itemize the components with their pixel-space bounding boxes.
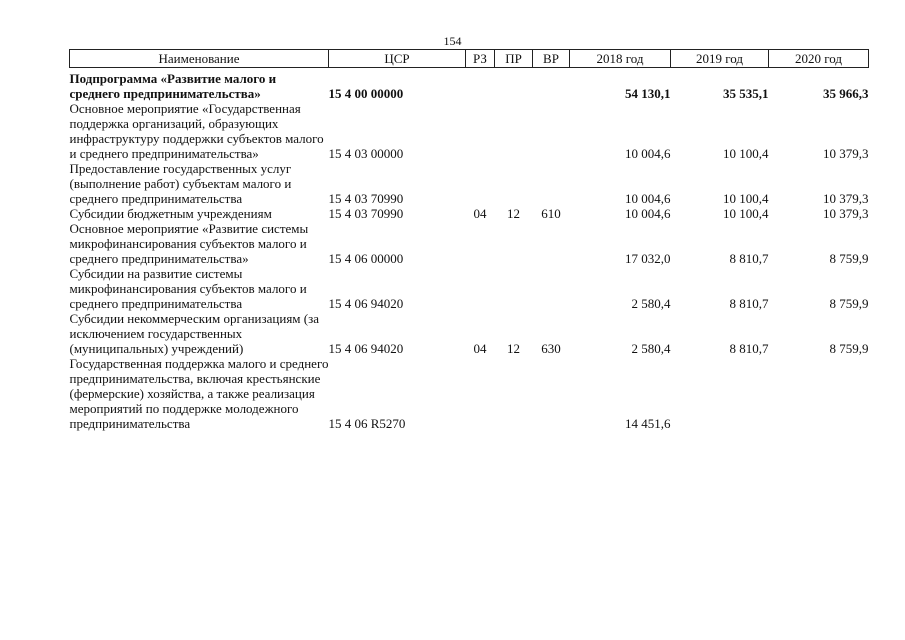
table-row bbox=[70, 221, 869, 266]
cell-pr bbox=[495, 101, 533, 161]
budget-table bbox=[69, 49, 869, 431]
table-row bbox=[70, 206, 869, 221]
cell-name: Основное мероприятие «Государственная поддержка организаций, образующих инфраструктуру поддержки субъектов малого и среднего предпринимательства» bbox=[69, 101, 324, 161]
cell-2020 bbox=[769, 356, 869, 431]
cell-pr: 12 bbox=[507, 206, 520, 221]
cell-vr bbox=[533, 221, 570, 266]
cell-2019: 8 810,7 bbox=[729, 341, 769, 356]
header-2018: 2018 год bbox=[570, 50, 671, 68]
cell-2018: 10 004,6 bbox=[625, 146, 671, 161]
table-row bbox=[70, 101, 869, 161]
cell-vr: 610 bbox=[541, 206, 561, 221]
cell-2019: 8 810,7 bbox=[729, 296, 769, 311]
cell-csr: 15 4 06 R5270 bbox=[328, 416, 406, 431]
cell-pr bbox=[495, 356, 533, 431]
cell-2019 bbox=[671, 356, 769, 431]
cell-pr bbox=[495, 221, 533, 266]
cell-rz bbox=[466, 356, 495, 431]
cell-vr bbox=[533, 101, 570, 161]
cell-pr bbox=[495, 161, 533, 206]
cell-2020: 8 759,9 bbox=[829, 251, 869, 266]
cell-2019: 8 810,7 bbox=[729, 251, 769, 266]
cell-pr bbox=[495, 68, 533, 102]
cell-2020: 10 379,3 bbox=[823, 191, 869, 206]
cell-rz: 04 bbox=[473, 341, 487, 356]
header-2020: 2020 год bbox=[769, 50, 869, 68]
cell-pr: 12 bbox=[507, 341, 520, 356]
table-row bbox=[70, 68, 869, 102]
cell-csr: 15 4 03 70990 bbox=[328, 191, 404, 206]
table-row bbox=[70, 266, 869, 311]
table-row bbox=[70, 311, 869, 356]
header-name: Наименование bbox=[70, 50, 329, 68]
cell-csr: 15 4 03 00000 bbox=[328, 146, 404, 161]
cell-rz bbox=[466, 101, 495, 161]
cell-2018: 54 130,1 bbox=[625, 86, 671, 101]
header-row bbox=[70, 50, 869, 68]
cell-csr: 15 4 06 94020 bbox=[328, 296, 404, 311]
page-number: 154 bbox=[443, 34, 462, 48]
cell-2020: 8 759,9 bbox=[829, 341, 869, 356]
cell-2018: 2 580,4 bbox=[631, 296, 671, 311]
header-pr: ПР bbox=[495, 50, 533, 68]
cell-rz bbox=[466, 221, 495, 266]
cell-2020: 10 379,3 bbox=[823, 206, 869, 221]
cell-2018: 10 004,6 bbox=[625, 191, 671, 206]
cell-csr: 15 4 06 94020 bbox=[328, 341, 404, 356]
cell-name: Субсидии бюджетным учреждениям bbox=[69, 206, 272, 221]
cell-2018: 10 004,6 bbox=[625, 206, 671, 221]
cell-rz bbox=[466, 161, 495, 206]
cell-rz bbox=[466, 68, 495, 102]
cell-vr: 630 bbox=[541, 341, 561, 356]
cell-vr bbox=[533, 266, 570, 311]
cell-name: Предоставление государственных услуг (выполнение работ) субъектам малого и среднего предпринимательства bbox=[69, 161, 292, 206]
cell-2019: 10 100,4 bbox=[723, 191, 769, 206]
header-vr: ВР bbox=[533, 50, 570, 68]
cell-2019: 10 100,4 bbox=[723, 146, 769, 161]
cell-vr bbox=[533, 161, 570, 206]
header-rz: РЗ bbox=[466, 50, 495, 68]
cell-name: Субсидии на развитие системы микрофинансирования субъектов малого и среднего предпринимательства bbox=[69, 266, 307, 311]
cell-name: Подпрограмма «Развитие малого и среднего предпринимательства» bbox=[69, 71, 277, 101]
cell-csr: 15 4 00 00000 bbox=[328, 86, 404, 101]
cell-2019: 35 535,1 bbox=[723, 86, 769, 101]
cell-2018: 14 451,6 bbox=[625, 416, 671, 431]
table-row bbox=[70, 356, 869, 431]
cell-rz: 04 bbox=[473, 206, 487, 221]
cell-csr: 15 4 06 00000 bbox=[328, 251, 404, 266]
cell-name: Основное мероприятие «Развитие системы микрофинансирования субъектов малого и среднего предпринимательства» bbox=[69, 221, 309, 266]
cell-2019: 10 100,4 bbox=[723, 206, 769, 221]
header-2019: 2019 год bbox=[671, 50, 769, 68]
cell-vr bbox=[533, 68, 570, 102]
cell-2018: 2 580,4 bbox=[631, 341, 671, 356]
cell-pr bbox=[495, 266, 533, 311]
cell-2020: 8 759,9 bbox=[829, 296, 869, 311]
cell-rz bbox=[466, 266, 495, 311]
cell-csr: 15 4 03 70990 bbox=[328, 206, 404, 221]
cell-2018: 17 032,0 bbox=[625, 251, 671, 266]
cell-name: Государственная поддержка малого и среднего предпринимательства, включая крестьянские (фермерские) хозяйства, а также реализация мероприятий по поддержке молодежного предпринимательства bbox=[69, 356, 329, 431]
cell-name: Субсидии некоммерческим организациям (за исключением государственных (муниципальных) учреждений) bbox=[69, 311, 320, 356]
cell-2020: 10 379,3 bbox=[823, 146, 869, 161]
cell-2020: 35 966,3 bbox=[823, 86, 869, 101]
table-row bbox=[70, 161, 869, 206]
header-csr: ЦСР bbox=[329, 50, 466, 68]
cell-vr bbox=[533, 356, 570, 431]
